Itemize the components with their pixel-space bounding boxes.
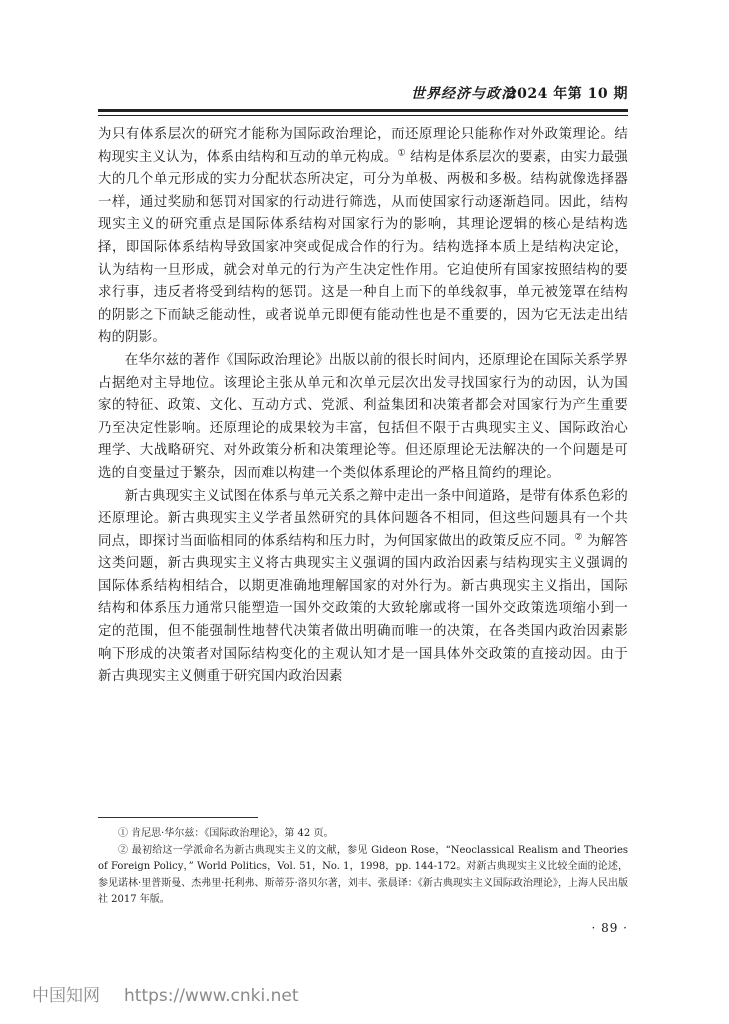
header-rule-thick xyxy=(98,109,628,112)
footnote-1: ① 肯尼思·华尔兹：《国际政治理论》，第 42 页。 xyxy=(118,828,334,839)
running-header xyxy=(98,83,628,105)
paragraph-1: 为只有体系层次的研究才能称为国际政治理论，而还原理论只能称作对外政策理论。结构现实主义认为，体系由结构和互动的单元构成。① 结构是体系层次的要素，由实力最强大的几个单元形成的实力分配状态所决定，可分为单极、两极和多极。结构就像选择器一样，通过奖励和惩罚对国家的行动进行筛选，从而使国家行动逐渐趋同。因此，结构现实主义的研究重点是国际体系结构对国家行为的影响，其理论逻辑的核心是结构选择，即国际体系结构导致国家冲突或促成合作的行为。结构选择本质上是结构决定论，认为结构一旦形成，就会对单元的行为产生决定性作用。它迫使所有国家按照结构的要求行事，违反者将受到结构的惩罚。这是一种自上而下的单线叙事，单元被笼罩在结构的阴影之下而缺乏能动性，或者说单元即便有能动性也是不重要的，因为它无法走出结构的阴影。 xyxy=(98,127,628,346)
footnote-2: ② 最初给这一学派命名为新古典现实主义的文献，参见 Gideon Rose，“Neoclassical Realism and Theories of Foreign Policy，” World Politics，Vol. 51，No. 1，1998，pp. 144-172。对新古典现实主义比较全面的论述，参见诺林·里普斯曼、杰弗里·托利弗、斯蒂芬·洛贝尔著，刘丰、张晨译：《新古典现实主义国际政治理论》，上海人民出版社 2017 年版。 xyxy=(98,844,628,905)
watermark-url[interactable]: https://www.cnki.net xyxy=(124,986,299,1006)
paragraph-3: 新古典现实主义试图在体系与单元关系之辩中走出一条中间道路，是带有体系色彩的还原理论。新古典现实主义学者虽然研究的具体问题各不相同，但这些问题具有一个共同点，即探讨当面临相同的体系结构和压力时，为何国家做出的政策反应不同。② 为解答这类问题，新古典现实主义将古典现实主义强调的国内政治因素与结构现实主义强调的国际体系结构相结合，以期更准确地理解国家的对外行为。新古典现实主义指出，国际结构和体系压力通常只能塑造一国外交政策的大致轮廓或将一国外交政策选项缩小到一定的范围，但不能强制性地替代决策者做出明确而唯一的决策，在各类国内政治因素影响下形成的决策者对国际结构变化的主观认知才是一国具体外交政策的直接动因。由于新古典现实主义侧重于研究国内政治因素 xyxy=(98,488,628,685)
header-rule-thin xyxy=(98,115,628,116)
footnote-ref-1[interactable]: ① xyxy=(397,148,406,159)
article-body xyxy=(98,124,628,689)
footnote-divider xyxy=(98,817,258,818)
paragraph-2: 在华尔兹的著作《国际政治理论》出版以前的很长时间内，还原理论在国际关系学界占据绝对主导地位。该理论主张从单元和次单元层次出发寻找国家行为的动因，认为国家的特征、政策、文化、互动方式、党派、利益集团和决策者都会对国家行为产生重要乃至决定性影响。还原理论的成果较为丰富，包括但不限于古典现实主义、国际政治心理学、大战略研究、对外政策分析和决策理论等。但还原理论无法解决的一个问题是可选的自变量过于繁杂，因而难以构建一个类似体系理论的严格且简约的理论。 xyxy=(98,352,628,481)
watermark-site-name: 中国知网 xyxy=(32,986,100,1006)
page-number: · 89 · xyxy=(591,921,628,935)
cnki-watermark xyxy=(32,981,298,1006)
footnotes xyxy=(98,826,628,909)
footnote-ref-2[interactable]: ② xyxy=(574,532,583,543)
journal-title: 世界经济与政治 xyxy=(411,86,516,102)
issue-number: 2024 年第 10 期 xyxy=(506,86,628,102)
